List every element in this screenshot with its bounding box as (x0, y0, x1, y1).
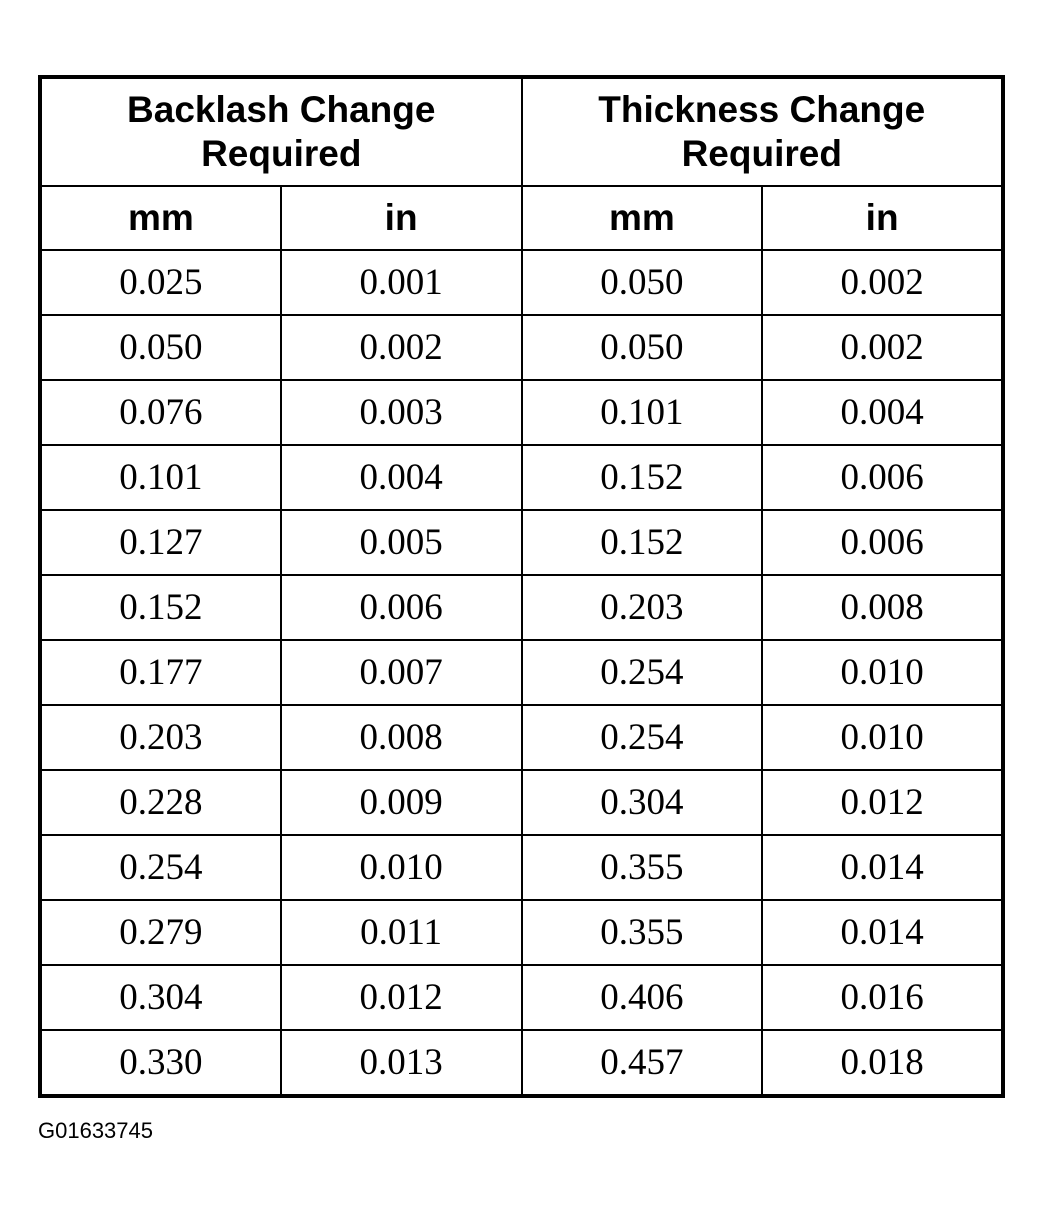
cell-thickness-mm: 0.406 (522, 965, 763, 1030)
cell-backlash-in: 0.001 (281, 250, 522, 315)
thickness-header-line2: Required (681, 133, 842, 174)
unit-header-backlash-in: in (281, 186, 522, 250)
cell-thickness-in: 0.012 (762, 770, 1003, 835)
cell-thickness-in: 0.014 (762, 835, 1003, 900)
table-row (40, 510, 1003, 575)
cell-backlash-in: 0.003 (281, 380, 522, 445)
cell-thickness-in: 0.010 (762, 640, 1003, 705)
cell-thickness-mm: 0.050 (522, 250, 763, 315)
cell-backlash-mm: 0.203 (40, 705, 281, 770)
cell-thickness-in: 0.006 (762, 510, 1003, 575)
table-body (40, 250, 1003, 1096)
unit-header-row (40, 186, 1003, 250)
table-row (40, 640, 1003, 705)
cell-thickness-in: 0.008 (762, 575, 1003, 640)
cell-backlash-in: 0.010 (281, 835, 522, 900)
backlash-header-line2: Required (201, 133, 362, 174)
cell-thickness-in: 0.018 (762, 1030, 1003, 1096)
table-row (40, 965, 1003, 1030)
table-row (40, 900, 1003, 965)
table-row (40, 315, 1003, 380)
cell-backlash-in: 0.008 (281, 705, 522, 770)
backlash-change-header (40, 77, 522, 186)
cell-thickness-mm: 0.355 (522, 900, 763, 965)
thickness-header-line1: Thickness Change (598, 89, 926, 130)
table-row (40, 1030, 1003, 1096)
cell-backlash-in: 0.005 (281, 510, 522, 575)
cell-thickness-in: 0.002 (762, 315, 1003, 380)
cell-thickness-in: 0.010 (762, 705, 1003, 770)
cell-backlash-mm: 0.025 (40, 250, 281, 315)
backlash-thickness-table (38, 75, 1005, 1098)
cell-backlash-mm: 0.127 (40, 510, 281, 575)
cell-backlash-mm: 0.101 (40, 445, 281, 510)
group-header-row (40, 77, 1003, 186)
unit-header-backlash-mm: mm (40, 186, 281, 250)
cell-thickness-mm: 0.254 (522, 705, 763, 770)
cell-backlash-in: 0.011 (281, 900, 522, 965)
cell-backlash-mm: 0.050 (40, 315, 281, 380)
cell-backlash-mm: 0.152 (40, 575, 281, 640)
unit-header-thickness-in: in (762, 186, 1003, 250)
cell-thickness-mm: 0.152 (522, 510, 763, 575)
cell-backlash-in: 0.004 (281, 445, 522, 510)
cell-backlash-in: 0.013 (281, 1030, 522, 1096)
cell-thickness-in: 0.006 (762, 445, 1003, 510)
table-row (40, 575, 1003, 640)
cell-backlash-mm: 0.254 (40, 835, 281, 900)
cell-thickness-mm: 0.203 (522, 575, 763, 640)
cell-thickness-mm: 0.050 (522, 315, 763, 380)
table-row (40, 770, 1003, 835)
table-row (40, 705, 1003, 770)
cell-backlash-in: 0.009 (281, 770, 522, 835)
cell-backlash-mm: 0.228 (40, 770, 281, 835)
cell-backlash-in: 0.002 (281, 315, 522, 380)
cell-thickness-mm: 0.304 (522, 770, 763, 835)
table-row (40, 250, 1003, 315)
cell-thickness-mm: 0.152 (522, 445, 763, 510)
cell-thickness-mm: 0.101 (522, 380, 763, 445)
cell-backlash-in: 0.006 (281, 575, 522, 640)
cell-thickness-in: 0.002 (762, 250, 1003, 315)
cell-backlash-mm: 0.177 (40, 640, 281, 705)
table-row (40, 445, 1003, 510)
figure-id: G01633745 (38, 1118, 153, 1143)
table-row (40, 380, 1003, 445)
backlash-header-line1: Backlash Change (127, 89, 436, 130)
table-row (40, 835, 1003, 900)
cell-backlash-mm: 0.330 (40, 1030, 281, 1096)
cell-thickness-in: 0.014 (762, 900, 1003, 965)
unit-header-thickness-mm: mm (522, 186, 763, 250)
cell-backlash-mm: 0.076 (40, 380, 281, 445)
cell-thickness-mm: 0.355 (522, 835, 763, 900)
cell-thickness-in: 0.004 (762, 380, 1003, 445)
cell-thickness-in: 0.016 (762, 965, 1003, 1030)
cell-thickness-mm: 0.457 (522, 1030, 763, 1096)
cell-thickness-mm: 0.254 (522, 640, 763, 705)
cell-backlash-in: 0.012 (281, 965, 522, 1030)
cell-backlash-mm: 0.304 (40, 965, 281, 1030)
thickness-change-header (522, 77, 1004, 186)
cell-backlash-mm: 0.279 (40, 900, 281, 965)
cell-backlash-in: 0.007 (281, 640, 522, 705)
